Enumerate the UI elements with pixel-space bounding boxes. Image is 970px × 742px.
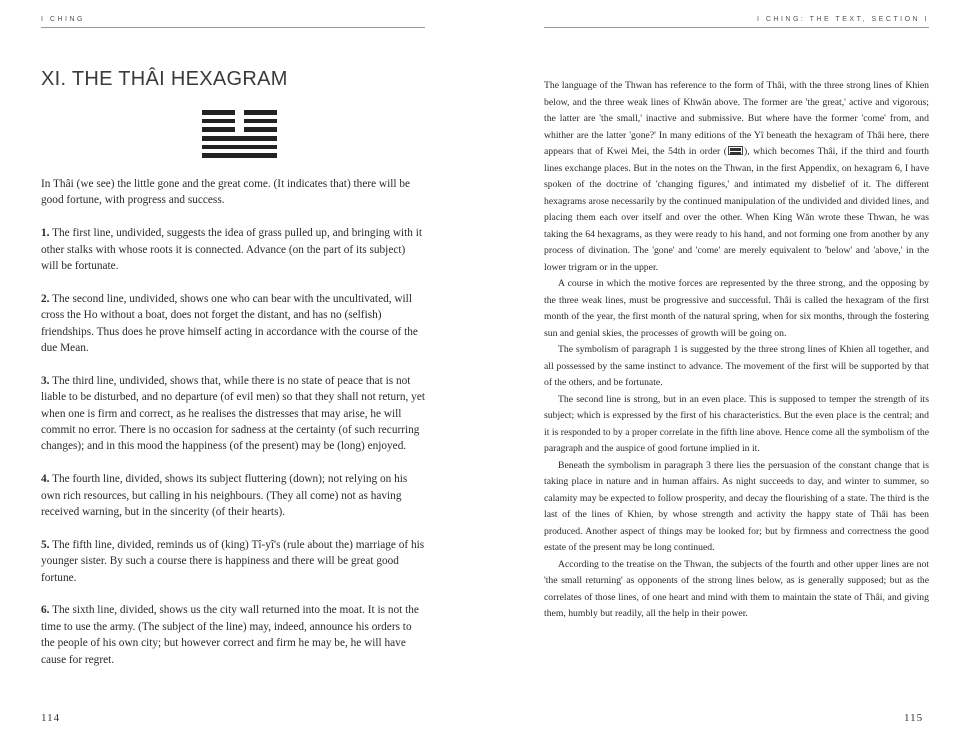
- paragraph-text: The sixth line, divided, shows us the city wall returned into the moat. It is not the time to use the army. (The subject of the line) may, indeed, announce his orders to the people of his own city; but however correct and firm he may be, he will have cause for regret.: [41, 604, 419, 666]
- paragraph-number: 3.: [41, 374, 50, 387]
- paragraph-number: 1.: [41, 227, 50, 240]
- paragraph-number: 4.: [41, 473, 50, 486]
- page-number-right: 115: [904, 712, 924, 724]
- line-paragraph-3: [41, 373, 425, 455]
- paragraph-text: ), which becomes Thâi, if the third and fourth lines exchange places. But in the notes on the Thwan, in the first Appendix, on hexagram 6, I have spoken of the doctrine of 'changing figures,' and intimated my disbelief of it. The different hexagrams arose necessarily by the continued manipulation of the undivided and divided lines, and placing them each over itself and over the other. When King Wăn wrote these Thwan, he was taking the 64 hexagrams, as they were ready to his hand, and not forming one from another by any process of divination. The 'gone' and 'come' are merely equivalent to 'below' and 'above,' in the lower trigram or in the upper.: [544, 146, 929, 273]
- right-page: [485, 0, 970, 742]
- paragraph-text: The second line, undivided, shows one who can bear with the uncultivated, will cross the Ho without a boat, does not forget the distant, and has no (selfish) friendships. Thus does he prove himself acting in accordance with the course of the due Mean.: [41, 292, 418, 355]
- paragraph-text: The fifth line, divided, reminds us of (king) Tî-yî's (rule about the) marriage of his younger sister. By such a course there is happiness and there will be great good fortune.: [41, 538, 425, 584]
- paragraph-text: The first line, undivided, suggests the idea of grass pulled up, and bringing with it other stalks with whose roots it is connected. Advance (on the part of its subject) will be fortunate.: [41, 227, 423, 273]
- paragraph-text: The fourth line, divided, shows its subject fluttering (down); not relying on his own rich resources, but calling in his neighbours. (They all come) not as having received warning, but in the sincerity (of their hearts).: [41, 473, 408, 519]
- hexagram-line-1: [202, 153, 277, 158]
- commentary-paragraph-1: [544, 78, 929, 276]
- commentary-paragraph-6: According to the treatise on the Thwan, the subjects of the fourth and other upper lines are not 'the small returning' as opponents of the strong lines below, as is generally supposed; but as the correlates of those lines, of one heart and mind with them to maintain the state of Thâi, and giving them, humbly but readily, all the help in their power.: [544, 558, 929, 619]
- commentary-body: [544, 78, 929, 623]
- page-number-left: 114: [41, 712, 61, 724]
- paragraph-number: 5.: [41, 538, 50, 551]
- line-paragraph-4: [41, 471, 425, 520]
- hexagram-line-6: [202, 110, 277, 115]
- paragraph-number: 2.: [41, 292, 50, 305]
- hexagram-line-2: [202, 145, 277, 150]
- commentary-paragraph-5: Beneath the symbolism in paragraph 3 there lies the persuasion of the constant change that is taking place in nature and in human affairs. As night succeeds to day, and winter to summer, so calamity may be expected to follow prosperity, and decay the flourishing of a state. The third is the last of the lines of Khien, by whose strength and activity the happy state of Thâi has been produced. Another aspect of things may be looked for; but by firmness and correctness the good estate of the present may be long continued.: [544, 459, 929, 553]
- line-paragraph-2: [41, 291, 425, 357]
- running-header-right: I CHING: THE TEXT, SECTION I: [544, 15, 929, 28]
- paragraph-text: The third line, undivided, shows that, while there is no state of peace that is not liable to be disturbed, and no departure (of evil men) so that they shall not return, yet when one is firm and correct, as he realises the distresses that may arise, he will commit no error. There is no occasion for sadness at the certainty (of such recurring changes); and in this mood the happiness (of the present) may be (long) enjoyed.: [41, 374, 425, 453]
- hexagram-line-5: [202, 119, 277, 124]
- line-paragraph-5: [41, 537, 425, 586]
- running-header-left: I CHING: [41, 15, 425, 28]
- hexagram-line-4: [202, 127, 277, 132]
- paragraph-text: In Thâi (we see) the little gone and the great come. (It indicates that) there will be good fortune, with progress and success.: [41, 178, 410, 207]
- hexagram-line-3: [202, 136, 277, 141]
- kwei-mei-hexagram-icon: [728, 146, 743, 155]
- intro-paragraph: [41, 176, 425, 209]
- paragraph-number: 6.: [41, 604, 50, 617]
- thai-hexagram-icon: [202, 110, 277, 162]
- line-paragraph-1: [41, 225, 425, 274]
- line-paragraph-6: [41, 602, 425, 668]
- text-body-left: [41, 176, 425, 684]
- chapter-title: XI. THE THÂI HEXAGRAM: [41, 68, 288, 90]
- commentary-paragraph-2: A course in which the motive forces are represented by the three strong, and the opposing by the three weak lines, must be progressive and successful. Thâi is called the hexagram of the first month of the year, the first month of the natural spring, when for six months, through the fostering sun and genial skies, the processes of growth will be going on.: [544, 278, 929, 339]
- commentary-paragraph-3: The symbolism of paragraph 1 is suggested by the three strong lines of Khien all together, and all possessed by the same instinct to advance. The movement of the first will be supported by that of the others, and be fortunate.: [544, 344, 929, 388]
- paragraph-text: The language of the Thwan has reference to the form of Thâi, with the three strong lines of Khien below, and the three weak lines of Khwăn above. The former are 'the great,' active and vigorous; the latter are 'the small,' inactive and submissive. But where have the former 'come' from, and whither are the latter 'gone?' In many editions of the Yî beneath the hexagram of Thâi here, there appears that of Kwei Mei, the 54th in order (: [544, 80, 929, 157]
- commentary-paragraph-4: The second line is strong, but in an even place. This is supposed to temper the strength of its subject; which is expressed by the first of his characteristics. But the even place is the central; and it is responded to by a proper correlate in the fifth line above. Hence come all the symbolism of the paragraph and the auspice of good fortune implied in it.: [544, 393, 929, 454]
